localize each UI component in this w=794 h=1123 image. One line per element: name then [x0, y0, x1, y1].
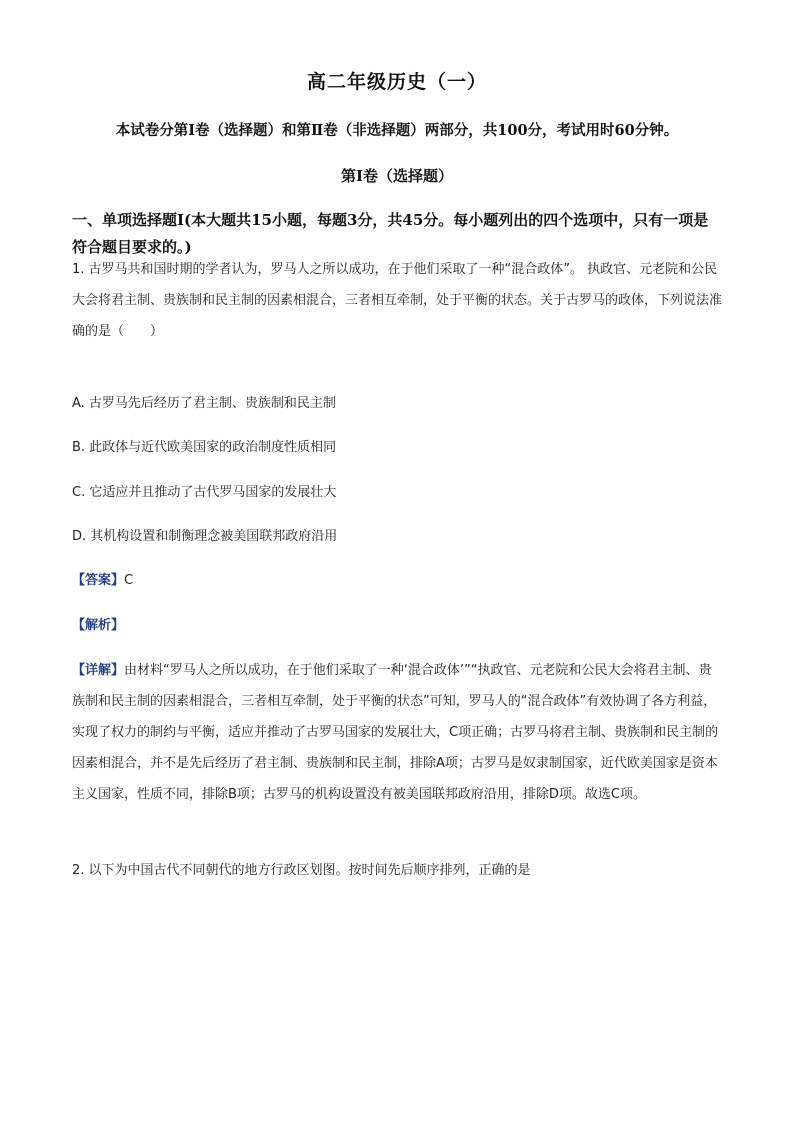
question-1-option-a: A. 古罗马先后经历了君主制、贵族制和民主制 — [72, 396, 336, 411]
question-1-option-b: B. 此政体与近代欧美国家的政治制度性质相同 — [72, 440, 337, 455]
question-1-stem: 1. 古罗马共和国时期的学者认为，罗马人之所以成功，在于他们采取了一种“混合政体”。 执政官、元老院和公民大会将君主制、贵族制和民主制的因素相混合，三者相互牵制，处于平衡的状态。关于古罗马的政体，下列说法准确的是（ ） — [72, 262, 723, 339]
answer-value: C — [124, 573, 134, 588]
question-instructions: 一、单项选择题Ⅰ(本大题共15小题，每题3分，共45分。每小题列出的四个选项中，只有一项是符合题目要求的。) — [72, 211, 709, 256]
question-1-detail — [72, 655, 722, 810]
exam-intro: 本试卷分第Ⅰ卷（选择题）和第Ⅱ卷（非选择题）两部分，共100分，考试用时60分钟。 — [115, 122, 679, 139]
question-2-stem: 2. 以下为中国古代不同朝代的地方行政区划图。按时间先后顺序排列，正确的是 — [72, 863, 531, 878]
analysis-label: 【解析】 — [72, 618, 125, 633]
detail-label: 【详解】 — [72, 663, 125, 678]
answer-label: 【答案】 — [72, 573, 125, 588]
exam-title: 高二年级历史（一） — [306, 71, 487, 93]
question-1-option-d: D. 其机构设置和制衡理念被美国联邦政府沿用 — [72, 529, 338, 544]
question-1-option-c: C. 它适应并且推动了古代罗马国家的发展壮大 — [72, 485, 337, 500]
question-1-analysis-heading — [72, 616, 124, 636]
question-1-answer — [72, 571, 133, 591]
section-heading: 第Ⅰ卷（选择题） — [340, 167, 454, 185]
detail-text: 由材料“罗马人之所以成功，在于他们采取了一种‘混合政体’”“执政官、元老院和公民大会将君主制、贵族制和民主制的因素相混合，三者相互牵制，处于平衡的状态”可知，罗马人的“混合政体”有效协调了各方利益，实现了权力的制约与平衡，适应并推动了古罗马国家的发展壮大，C项正确；古罗马将君主制、贵族制和民主制的因素相混合，并不是先后经历了君主制、贵族制和民主制，排除A项；古罗马是奴隶制国家，近代欧美国家是资本主义国家，性质不同，排除B项；古罗马的机构设置没有被美国联邦政府沿用，排除D项。故选C项。 — [72, 663, 719, 802]
